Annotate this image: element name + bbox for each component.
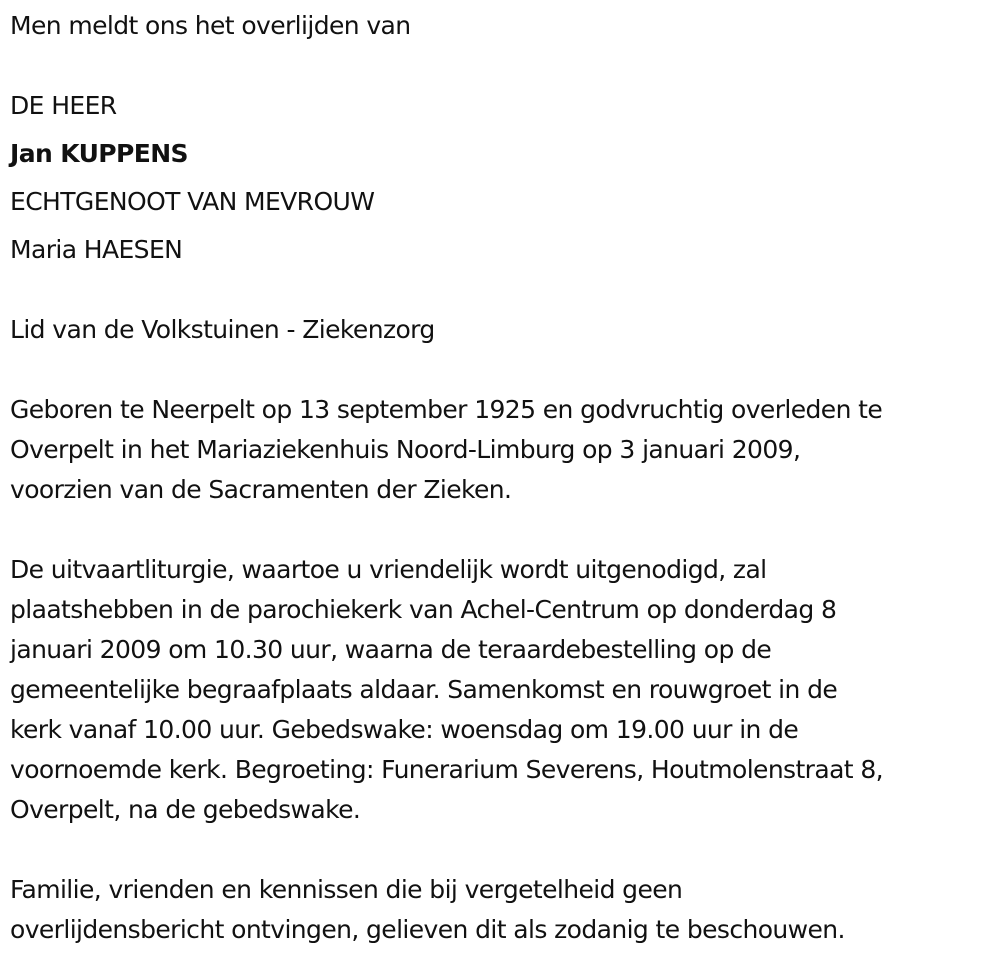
paragraph-line: overlijdensbericht ontvingen, gelieven dit als zodanig te beschouwen. [10, 915, 845, 944]
paragraph-line: Geboren te Neerpelt op 13 september 1925 en godvruchtig overleden te [10, 395, 883, 424]
spouse-name: Maria HAESEN [10, 235, 183, 264]
paragraph-line: De uitvaartliturgie, waartoe u vriendelijk wordt uitgenodigd, zal [10, 555, 767, 584]
spouse-title: ECHTGENOOT VAN MEVROUW [10, 187, 375, 216]
membership-text: Lid van de Volkstuinen - Ziekenzorg [10, 315, 435, 344]
paragraph-line: Overpelt, na de gebedswake. [10, 795, 361, 824]
deceased-title: DE HEER [10, 91, 117, 120]
intro-text: Men meldt ons het overlijden van [10, 11, 411, 40]
paragraph-line: Overpelt in het Mariaziekenhuis Noord-Limburg op 3 januari 2009, [10, 435, 801, 464]
paragraph-line: voornoemde kerk. Begroeting: Funerarium Severens, Houtmolenstraat 8, [10, 755, 884, 784]
deceased-name: Jan KUPPENS [10, 139, 188, 168]
paragraph-line: januari 2009 om 10.30 uur, waarna de teraardebestelling op de [10, 635, 772, 664]
paragraph-line: kerk vanaf 10.00 uur. Gebedswake: woensdag om 19.00 uur in de [10, 715, 799, 744]
paragraph-line: gemeentelijke begraafplaats aldaar. Samenkomst en rouwgroet in de [10, 675, 838, 704]
paragraph-line: plaatshebben in de parochiekerk van Achel-Centrum op donderdag 8 [10, 595, 837, 624]
paragraph-line: voorzien van de Sacramenten der Zieken. [10, 475, 512, 504]
paragraph-line: Familie, vrienden en kennissen die bij vergetelheid geen [10, 875, 683, 904]
